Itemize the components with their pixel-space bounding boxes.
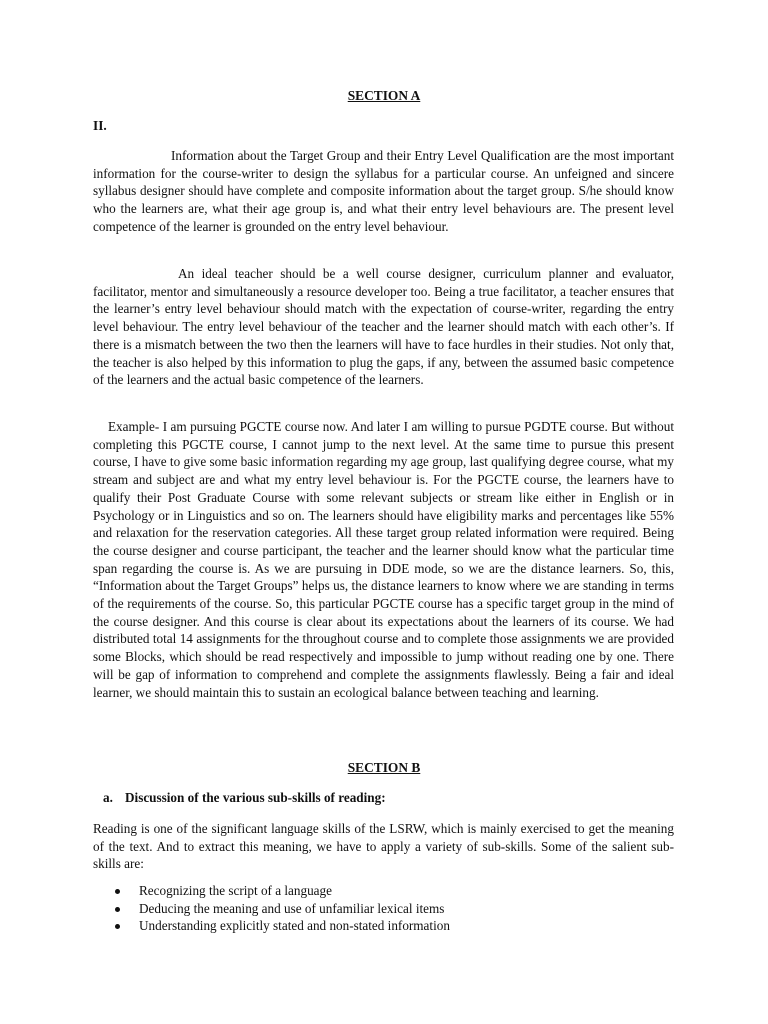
sub-heading-text: Discussion of the various sub-skills of reading: bbox=[125, 790, 386, 805]
sub-heading-marker: a. bbox=[103, 790, 113, 805]
paragraph-reading-intro: Reading is one of the significant language skills of the LSRW, which is mainly exercised to get the meaning of the text. And to extract this meaning, we have to apply a variety of sub-skills. Some of the salient sub-skills are: bbox=[93, 821, 674, 872]
sub-skills-list bbox=[112, 882, 450, 935]
bullet-icon bbox=[115, 924, 120, 929]
bullet-icon bbox=[115, 889, 120, 894]
bullet-icon bbox=[115, 907, 120, 912]
paragraph-ideal-teacher: An ideal teacher should be a well course designer, curriculum planner and evaluator, facilitator, mentor and simultaneously a resource developer too. Being a true facilitator, a teacher ensures that the learner’s entry level behaviour should match with the expectation of course-writer, regarding the entry level behaviour. The entry level behaviour of the teacher and the learner should match with each other’s. If there is a mismatch between the two then the learners will have to face hurdles in their studies. Not only that, the teacher is also helped by this information to plug the gaps, if any, between the assumed basic competence of the learners and the actual basic competence of the learners. bbox=[93, 266, 674, 388]
paragraph-target-group: Information about the Target Group and their Entry Level Qualification are the most important information for the course-writer to design the syllabus for a particular course. An unfeigned and sincere syllabus designer should have complete and composite information about the target group. S/he should know who the learners are, what their age group is, and what their entry level behaviours are. The present level competence of the learner is grounded on the entry level behaviour. bbox=[93, 148, 674, 234]
list-item bbox=[112, 882, 450, 900]
list-item bbox=[112, 900, 450, 918]
list-item-text: Recognizing the script of a language bbox=[139, 883, 332, 898]
section-a-heading: SECTION A bbox=[347, 88, 421, 103]
list-item-text: Deducing the meaning and use of unfamiliar lexical items bbox=[139, 900, 445, 916]
sub-heading bbox=[103, 790, 386, 806]
question-number: II. bbox=[93, 118, 107, 133]
list-item bbox=[112, 917, 450, 935]
section-b-heading: SECTION B bbox=[347, 760, 421, 775]
list-item-text: Understanding explicitly stated and non-stated information bbox=[139, 918, 450, 934]
paragraph-example: Example- I am pursuing PGCTE course now. And later I am willing to pursue PGDTE course. But without completing this PGCTE course, I cannot jump to the next level. At the same time to pursue this present course, I have to give some basic information regarding my age group, last qualifying degree course, what my stream and subject are and what my entry level behaviour is. For the PGCTE course, the learners have to qualify their Post Graduate Course with some relevant subjects or stream like either in English or in Psychology or in Linguistics and so on. The learners should have eligibility marks and percentages like 55% and relaxation for the reservation categories. All these target group related information were required. Being the course designer and course participant, the teacher and the learner should know what the particular time span regarding the course is. As we are pursuing in DDE mode, so we are the distance learners. So, this, “Information about the Target Groups” helps us, the distance learners to know where we are standing in terms of the requirements of the course. So, this particular PGCTE course has a specific target group in the mind of the course designer. And this course is clear about its expectations about the learners of its course. We had distributed total 14 assignments for the throughout course and to complete those assignments we are provided some Blocks, which should be read respectively and impossible to jump without reading one by one. There will be gap of information to comprehend and complete the assignments flawlessly. Being a fair and ideal learner, we should maintain this to sustain an ecological balance between teaching and learning. bbox=[93, 419, 674, 700]
